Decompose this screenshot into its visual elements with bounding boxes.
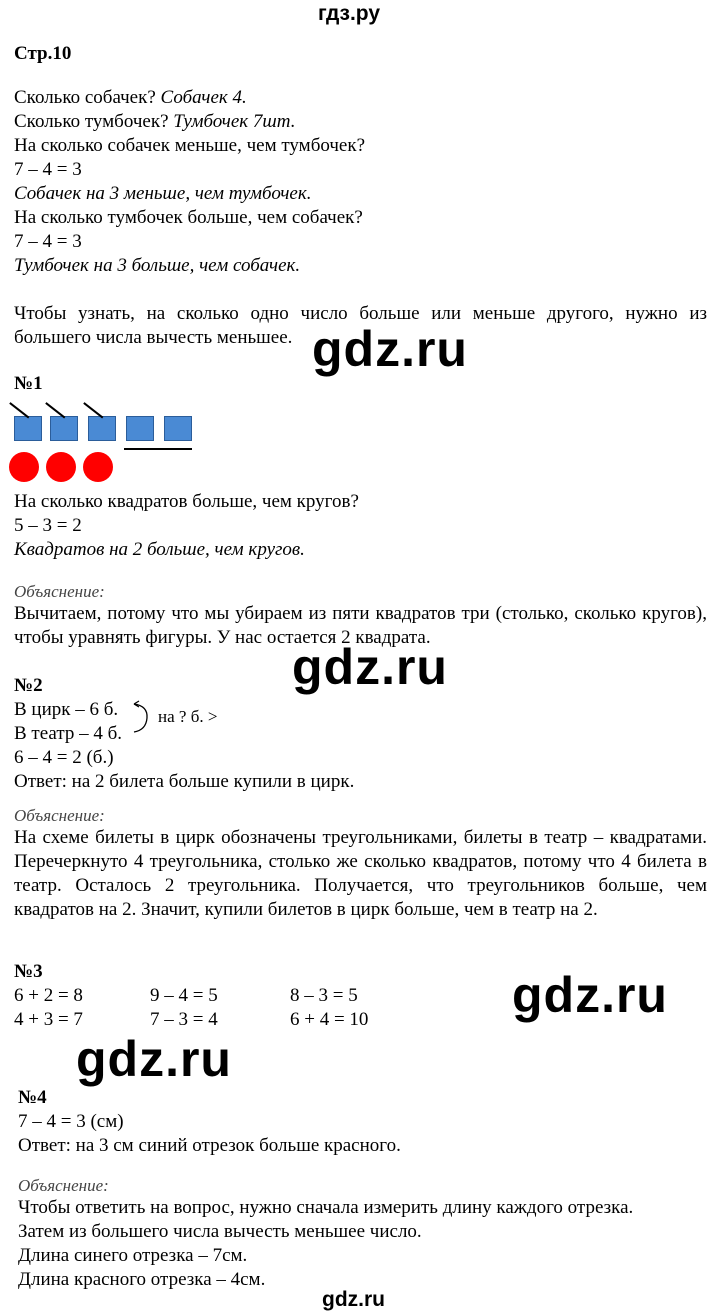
intro-rule: Чтобы узнать, на сколько одно число больше или меньше другого, нужно из большего числа вычесть меньшее. <box>14 303 707 348</box>
n2-line-1: В цирк – 6 б. <box>14 699 119 720</box>
n4-explanation-line-3: Длина синего отрезка – 7см. <box>18 1245 248 1266</box>
intro-a3: Собачек на 3 меньше, чем тумбочек. <box>14 183 312 204</box>
intro-q3: На сколько собачек меньше, чем тумбочек? <box>14 135 366 156</box>
page-label: Стр.10 <box>14 43 72 64</box>
square-4 <box>126 416 154 441</box>
n4-explanation-label: Объяснение: <box>18 1176 109 1195</box>
n4-explanation-line-4: Длина красного отрезка – 4см. <box>18 1269 266 1290</box>
n1-question: На сколько квадратов больше, чем кругов? <box>14 491 359 512</box>
square-1 <box>14 416 42 441</box>
n1-explanation: Вычитаем, потому что мы убираем из пяти квадратов три (столько, сколько кругов), чтобы уравнять фигуры. У нас остается 2 квадрата. <box>14 603 707 648</box>
footer-watermark: gdz.ru <box>322 1288 385 1311</box>
underline-remaining <box>124 448 192 450</box>
square-3 <box>88 416 116 441</box>
n4-explanation-line-2: Затем из большего числа вычесть меньшее число. <box>18 1221 422 1242</box>
n3-r1c3: 8 – 3 = 5 <box>290 985 358 1006</box>
n2-explanation-label: Объяснение: <box>14 806 105 825</box>
n2-equation: 6 – 4 = 2 (б.) <box>14 747 114 768</box>
n2-explanation: На схеме билеты в цирк обозначены треугольниками, билеты в театр – квадратами. Перечеркнуто 4 треугольника, столько же сколько квадратов, потому что 4 билета в театр. Осталось 2 треугольника. Получается, что треугольников больше, чем квадратов на 2. Значит, купили билетов в цирк больше, чем в театр на 2. <box>14 827 707 920</box>
n4-explanation-line-1: Чтобы ответить на вопрос, нужно сначала измерить длину каждого отрезка. <box>18 1197 634 1218</box>
intro-q4: На сколько тумбочек больше, чем собачек? <box>14 207 363 228</box>
n2-line-2: В театр – 4 б. <box>14 723 123 744</box>
site-header: гдз.ру <box>318 2 381 25</box>
n4-equation: 7 – 4 = 3 (см) <box>18 1111 124 1132</box>
n1-title: №1 <box>14 373 43 394</box>
watermark: gdz.ru <box>312 321 468 377</box>
square-5 <box>164 416 192 441</box>
circle-1 <box>9 452 39 482</box>
intro-q1: Сколько собачек? <box>14 87 156 108</box>
n3-r1c1: 6 + 2 = 8 <box>14 985 83 1006</box>
n2-bracket-note: на ? б. > <box>158 707 218 726</box>
n3-r2c2: 7 – 3 = 4 <box>150 1009 218 1030</box>
intro-eq2: 7 – 4 = 3 <box>14 231 82 252</box>
n1-answer: Квадратов на 2 больше, чем кругов. <box>14 539 305 560</box>
n4-answer: Ответ: на 3 см синий отрезок больше красного. <box>18 1135 401 1156</box>
intro-q2: Сколько тумбочек? <box>14 111 169 132</box>
bracket-arrow-icon <box>130 698 160 738</box>
n3-r1c2: 9 – 4 = 5 <box>150 985 218 1006</box>
n1-equation: 5 – 3 = 2 <box>14 515 82 536</box>
intro-a2: Тумбочек 7шт. <box>173 111 296 132</box>
n2-answer: Ответ: на 2 билета больше купили в цирк. <box>14 771 355 792</box>
n3-r2c3: 6 + 4 = 10 <box>290 1009 369 1030</box>
intro-a1: Собачек 4. <box>160 87 247 108</box>
intro-a4: Тумбочек на 3 больше, чем собачек. <box>14 255 301 276</box>
intro-line-1 <box>14 86 247 110</box>
n4-title: №4 <box>18 1087 47 1108</box>
circle-3 <box>83 452 113 482</box>
watermark: gdz.ru <box>292 639 448 695</box>
circle-2 <box>46 452 76 482</box>
n3-title: №3 <box>14 961 43 982</box>
square-2 <box>50 416 78 441</box>
n1-explanation-label: Объяснение: <box>14 582 105 601</box>
intro-eq1: 7 – 4 = 3 <box>14 159 82 180</box>
intro-line-2 <box>14 110 295 134</box>
watermark: gdz.ru <box>512 967 668 1023</box>
n2-title: №2 <box>14 675 43 696</box>
n3-r2c1: 4 + 3 = 7 <box>14 1009 83 1030</box>
watermark: gdz.ru <box>76 1031 232 1087</box>
